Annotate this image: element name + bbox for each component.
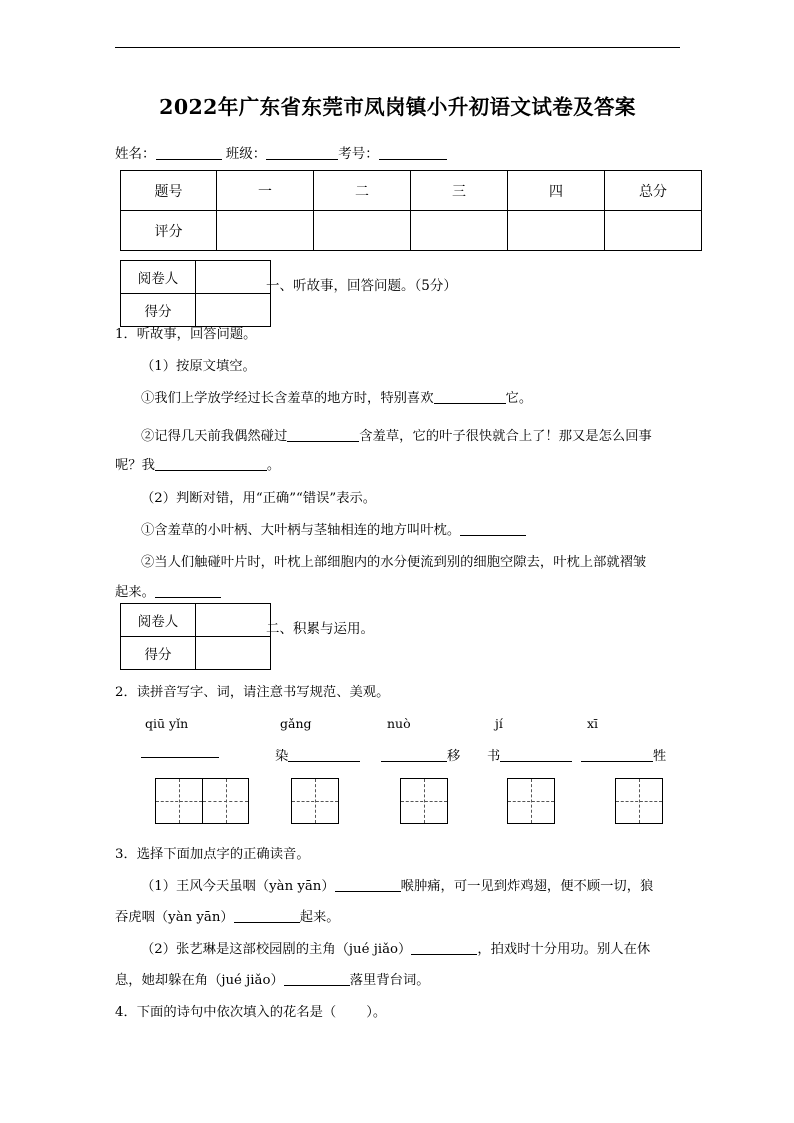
- q3-sub2-text-c: 息，她却躲在角（jué jiǎo）: [115, 973, 284, 988]
- q3-sub2-answer-blank-2[interactable]: [284, 985, 350, 986]
- q1-sub2-item2-text-b: 起来。: [115, 585, 155, 600]
- reviewer-value-cell-2[interactable]: [196, 604, 271, 637]
- score-table-column-2: 二: [314, 171, 411, 211]
- reviewer-value-cell[interactable]: [196, 261, 271, 294]
- q1-sub2-item2-answer-blank[interactable]: [155, 597, 221, 598]
- tianzige-cell[interactable]: [156, 779, 202, 823]
- char-label-4: 书: [487, 749, 501, 764]
- header-rule: [115, 47, 680, 48]
- pinyin-1: qiū yǐn: [145, 716, 189, 731]
- q1-item1-text-b: 它。: [505, 391, 533, 406]
- q3-sub1-text-a: （1）王风今天虽咽（yàn yān）: [141, 879, 335, 894]
- char-answer-5[interactable]: [581, 745, 666, 764]
- q1-item2-text-d: 。: [266, 458, 281, 473]
- q1-sub2-item1-answer-blank[interactable]: [460, 535, 526, 536]
- question-1-stem: 1．听故事，回答问题。: [115, 327, 257, 342]
- char-answer-4[interactable]: [487, 745, 572, 764]
- char-blank-4[interactable]: [500, 761, 572, 762]
- q1-sub2-item1-text: ①含羞草的小叶柄、大叶柄与茎轴相连的地方叫叶枕。: [141, 523, 461, 538]
- name-input-blank[interactable]: [156, 159, 222, 160]
- question-1-sub1-text: （1）按原文填空。: [141, 359, 256, 374]
- class-label: 班级：: [225, 146, 267, 162]
- q3-sub2-text-b: ，拍戏时十分用功。别人在休: [477, 942, 651, 957]
- char-blank-2[interactable]: [288, 761, 360, 762]
- score-label: 得分: [121, 294, 196, 327]
- question-4-stem: [115, 1003, 386, 1024]
- q1-item2-answer-blank-1[interactable]: [287, 441, 359, 442]
- score-value-cell[interactable]: [196, 294, 271, 327]
- grader-box-section-1: [120, 260, 271, 327]
- section-heading-2: 二、积累与运用。: [266, 621, 374, 637]
- q1-item1-text-a: ①我们上学放学经过长含羞草的地方时，特别喜欢: [141, 391, 434, 406]
- question-1-sub1-label: [115, 357, 256, 378]
- table-row: [121, 604, 271, 637]
- score-table-column-1: 一: [217, 171, 314, 211]
- question-3-sub2-line2: [115, 971, 430, 992]
- score-table-column-3: 三: [411, 171, 508, 211]
- score-table-column-total: 总分: [605, 171, 702, 211]
- tianzige-cell[interactable]: [508, 779, 554, 823]
- question-3-sub2-line1: [115, 940, 650, 961]
- section-heading-1: 一、听故事，回答问题。（5分）: [266, 278, 457, 294]
- tianzige-group-3[interactable]: [400, 778, 448, 824]
- q1-item2-answer-blank-2[interactable]: [155, 470, 267, 471]
- reviewer-label: 阅卷人: [121, 261, 196, 294]
- score-cell-2[interactable]: [314, 211, 411, 251]
- char-label-2: 染: [275, 749, 289, 764]
- q1-sub2-item2-text-a: ②当人们触碰叶片时，叶枕上部细胞内的水分便流到别的细胞空隙去，叶枕上部就褶皱: [141, 555, 647, 570]
- tianzige-cell[interactable]: [202, 779, 248, 823]
- exam-no-input-blank[interactable]: [379, 159, 447, 160]
- page-title: 2022年广东省东莞市凤岗镇小升初语文试卷及答案: [159, 95, 636, 119]
- tianzige-group-2[interactable]: [291, 778, 339, 824]
- tianzige-cell[interactable]: [292, 779, 338, 823]
- char-answer-2[interactable]: [275, 745, 360, 764]
- student-info-line: [115, 145, 447, 164]
- q1-item2-text-a: ②记得几天前我偶然碰过: [141, 429, 288, 444]
- q3-sub1-text-d: 起来。: [299, 910, 340, 925]
- q1-item2-text-b: 含羞草，它的叶子很快就合上了！那又是怎么回事: [359, 429, 652, 444]
- q3-sub1-text-c: 吞虎咽（yàn yān）: [115, 910, 234, 925]
- question-1-sub1-item2-line2: [115, 456, 280, 477]
- pinyin-4: jí: [495, 716, 503, 731]
- q3-sub1-answer-blank-1[interactable]: [335, 891, 401, 892]
- char-blank-1[interactable]: [141, 757, 219, 758]
- q1-item1-answer-blank[interactable]: [434, 403, 506, 404]
- table-row-header: [121, 171, 702, 211]
- question-3-sub1-line2: [115, 908, 340, 929]
- grader-box-section-2: [120, 603, 271, 670]
- pinyin-row: [115, 716, 695, 742]
- char-label-5: 牲: [653, 749, 667, 764]
- score-table-column-4: 四: [508, 171, 605, 211]
- question-1-sub1-item1: [115, 389, 532, 410]
- question-1-sub2-text: （2）判断对错，用“正确”“错误”表示。: [141, 491, 377, 506]
- tianzige-grid-row: [115, 778, 695, 828]
- table-row-score: [121, 211, 702, 251]
- name-label: 姓名：: [115, 146, 156, 162]
- char-answer-1[interactable]: [141, 745, 219, 760]
- pinyin-5: xī: [587, 716, 599, 731]
- question-2-stem: 2．读拼音写字、词，请注意书写规范、美观。: [115, 685, 390, 700]
- tianzige-cell[interactable]: [401, 779, 447, 823]
- character-answer-row: [115, 745, 695, 771]
- score-cell-total[interactable]: [605, 211, 702, 251]
- score-summary-table: [120, 170, 702, 251]
- question-3-sub1-line1: [115, 877, 653, 898]
- char-label-3: 移: [447, 749, 461, 764]
- score-cell-4[interactable]: [508, 211, 605, 251]
- class-input-blank[interactable]: [266, 159, 338, 160]
- question-1-sub1-item2-line1: [115, 427, 652, 448]
- tianzige-cell[interactable]: [616, 779, 662, 823]
- reviewer-label-2: 阅卷人: [121, 604, 196, 637]
- exam-no-label: 考号：: [338, 146, 379, 162]
- tianzige-group-1[interactable]: [155, 778, 249, 824]
- q3-sub2-text-a: （2）张艺琳是这部校园剧的主角（jué jiǎo）: [141, 942, 412, 957]
- q3-sub2-text-d: 落里背台词。: [349, 973, 430, 988]
- score-table-row-label-score: 评分: [121, 211, 217, 251]
- q4-text-a: 4．下面的诗句中依次填入的花名是（: [115, 1005, 337, 1020]
- tianzige-group-5[interactable]: [615, 778, 663, 824]
- char-blank-5[interactable]: [581, 761, 653, 762]
- score-label-2: 得分: [121, 637, 196, 670]
- question-1-sub2-label: [115, 489, 376, 510]
- tianzige-group-4[interactable]: [507, 778, 555, 824]
- score-table-row-label: 题号: [121, 171, 217, 211]
- question-1-sub2-item2-line1: [115, 553, 646, 574]
- q3-sub1-text-b: 喉肿痛，可一见到炸鸡翅，便不顾一切，狼: [400, 879, 654, 894]
- q3-sub2-answer-blank-1[interactable]: [411, 954, 477, 955]
- question-1-sub2-item1: [115, 521, 526, 542]
- q1-item2-text-c: 呢？我: [115, 458, 155, 473]
- table-row: [121, 261, 271, 294]
- question-3-stem: 3．选择下面加点字的正确读音。: [115, 847, 310, 862]
- pinyin-2: gǎng: [280, 716, 312, 731]
- pinyin-3: nuò: [387, 716, 411, 731]
- score-cell-1[interactable]: [217, 211, 314, 251]
- table-row: [121, 294, 271, 327]
- score-cell-3[interactable]: [411, 211, 508, 251]
- char-answer-3[interactable]: [381, 745, 460, 764]
- q4-text-b: ）。: [366, 1005, 387, 1020]
- table-row: [121, 637, 271, 670]
- score-value-cell-2[interactable]: [196, 637, 271, 670]
- char-blank-3[interactable]: [381, 761, 447, 762]
- question-1-sub2-item2-line2: [115, 583, 221, 604]
- q3-sub1-answer-blank-2[interactable]: [234, 922, 300, 923]
